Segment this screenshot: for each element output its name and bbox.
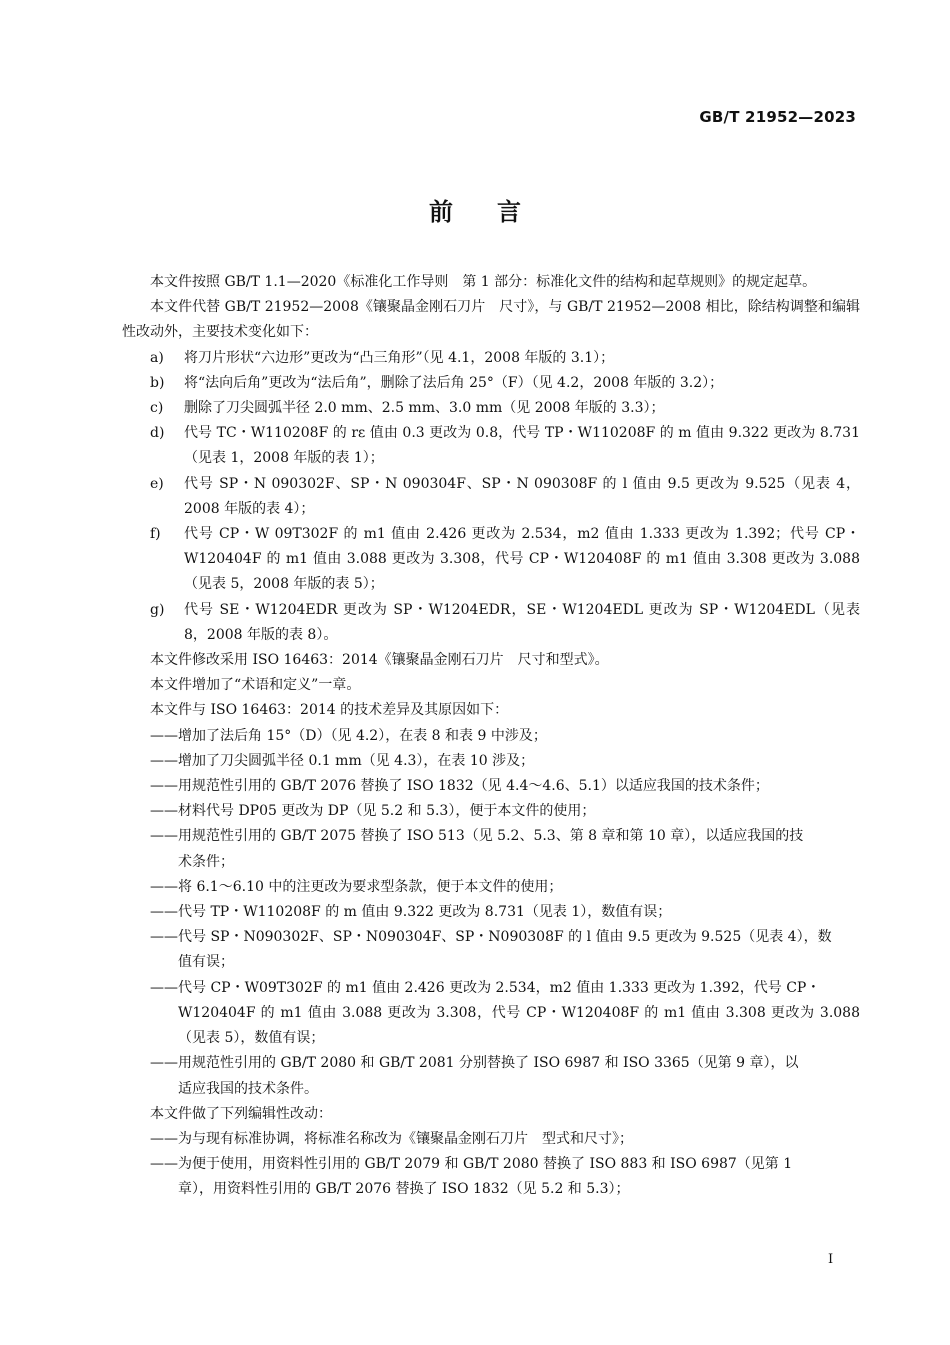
list-item xyxy=(150,396,860,421)
list-item: ——用规范性引用的 GB/T 2076 替换了 ISO 1832（见 4.4～4.6、5.1）以适应我国的技术条件； xyxy=(150,778,769,795)
paragraph-editorial-intro: 本文件做了下列编辑性改动： xyxy=(150,1105,332,1122)
list-item xyxy=(150,421,860,471)
list-item-text: 代号 SP・N 090302F、SP・N 090304F、SP・N 090308F 的 l 值由 9.5 更改为 9.525（见表 4，2008 年版的表 4）； xyxy=(184,475,860,517)
list-item xyxy=(150,522,860,598)
document-number: GB/T 21952—2023 xyxy=(699,108,856,126)
list-item-text: 代号 SE・W1204EDR 更改为 SP・W1204EDR，SE・W1204EDL 更改为 SP・W1204EDL（见表 8，2008 年版的表 8）。 xyxy=(184,601,860,643)
paragraph-replacement: 本文件代替 GB/T 21952—2008《镶聚晶金刚石刀片 尺寸》，与 GB/T 21952—2008 相比，除结构调整和编辑性改动外，主要技术变化如下： xyxy=(122,299,860,341)
paragraph-terms-added: 本文件增加了“术语和定义”一章。 xyxy=(150,677,361,694)
list-item-label: a) xyxy=(150,349,164,366)
list-item xyxy=(150,346,860,371)
list-item: ——材料代号 DP05 更改为 DP（见 5.2 和 5.3），便于本文件的使用； xyxy=(150,803,596,820)
list-item: ——代号 SP・N090302F、SP・N090304F、SP・N090308F 的 l 值由 9.5 更改为 9.525（见表 4），数 值有误； xyxy=(150,929,832,971)
list-item-label: f) xyxy=(150,526,161,543)
list-item-label: g) xyxy=(150,601,165,618)
list-item xyxy=(150,371,860,396)
list-item: ——用规范性引用的 GB/T 2075 替换了 ISO 513（见 5.2、5.3、第 8 章和第 10 章），以适应我国的技 术条件； xyxy=(150,828,804,870)
list-item: ——代号 CP・W09T302F 的 m1 值由 2.426 更改为 2.534，m2 值由 1.333 更改为 1.392，代号 CP・ W120404F 的 m1 值由 3.088 更改为 3.308，代号 CP・W120408F 的 m1 值由 3.308 更改为 3.088（见表 5），数值有误； xyxy=(150,979,860,1047)
differences-list xyxy=(122,724,860,1102)
page-title: 前言 xyxy=(429,198,565,226)
list-item-text: 代号 TC・W110208F 的 rε 值由 0.3 更改为 0.8，代号 TP・W110208F 的 m 值由 9.322 更改为 8.731（见表 1，2008 年版的表 1）； xyxy=(184,425,860,467)
list-item-label: d) xyxy=(150,425,165,442)
list-item-text: 删除了刀尖圆弧半径 2.0 mm、2.5 mm、3.0 mm（见 2008 年版的 3.3）； xyxy=(184,400,665,417)
list-item: ——用规范性引用的 GB/T 2080 和 GB/T 2081 分别替换了 ISO 6987 和 ISO 3365（见第 9 章），以 适应我国的技术条件。 xyxy=(150,1055,799,1097)
list-item xyxy=(150,472,860,522)
page-number: I xyxy=(828,1252,834,1267)
list-item: ——将 6.1～6.10 中的注更改为要求型条款，便于本文件的使用； xyxy=(150,878,563,895)
list-item-label: b) xyxy=(150,374,165,391)
paragraph-adoption: 本文件修改采用 ISO 16463：2014《镶聚晶金刚石刀片 尺寸和型式》。 xyxy=(150,652,609,669)
list-item: ——为与现有标准协调，将标准名称改为《镶聚晶金刚石刀片 型式和尺寸》； xyxy=(150,1130,633,1147)
list-item: ——增加了刀尖圆弧半径 0.1 mm（见 4.3），在表 10 涉及； xyxy=(150,752,535,769)
list-item xyxy=(150,598,860,648)
list-item: ——代号 TP・W110208F 的 m 值由 9.322 更改为 8.731（见表 1），数值有误； xyxy=(150,904,672,921)
foreword-body xyxy=(122,270,860,1203)
list-item-text: 将刀片形状“六边形”更改为“凸三角形”（见 4.1，2008 年版的 3.1）； xyxy=(184,349,615,366)
list-item: ——增加了法后角 15°（D）（见 4.2），在表 8 和表 9 中涉及； xyxy=(150,727,547,744)
list-item-text: 代号 CP・W 09T302F 的 m1 值由 2.426 更改为 2.534，m2 值由 1.333 更改为 1.392；代号 CP・W120404F 的 m1 值由 3.088 更改为 3.308，代号 CP・W120408F 的 m1 值由 3.308 更改为 3.088（见表 5，2008 年版的表 5）； xyxy=(184,526,860,593)
editorial-list xyxy=(122,1127,860,1203)
list-item-label: e) xyxy=(150,475,164,492)
list-item-text: 将“法向后角”更改为“法后角”，删除了法后角 25°（F）（见 4.2，2008 年版的 3.2）； xyxy=(184,374,724,391)
list-item-label: c) xyxy=(150,400,164,417)
paragraph-drafting-rules: 本文件按照 GB/T 1.1—2020《标准化工作导则 第 1 部分：标准化文件的结构和起草规则》的规定起草。 xyxy=(150,274,817,290)
paragraph-differences-intro: 本文件与 ISO 16463：2014 的技术差异及其原因如下： xyxy=(150,702,509,719)
list-item: ——为便于使用，用资料性引用的 GB/T 2079 和 GB/T 2080 替换了 ISO 883 和 ISO 6987（见第 1 章），用资料性引用的 GB/T 2076 替换了 ISO 1832（见 5.2 和 5.3）； xyxy=(150,1156,793,1198)
changes-list xyxy=(122,346,860,648)
